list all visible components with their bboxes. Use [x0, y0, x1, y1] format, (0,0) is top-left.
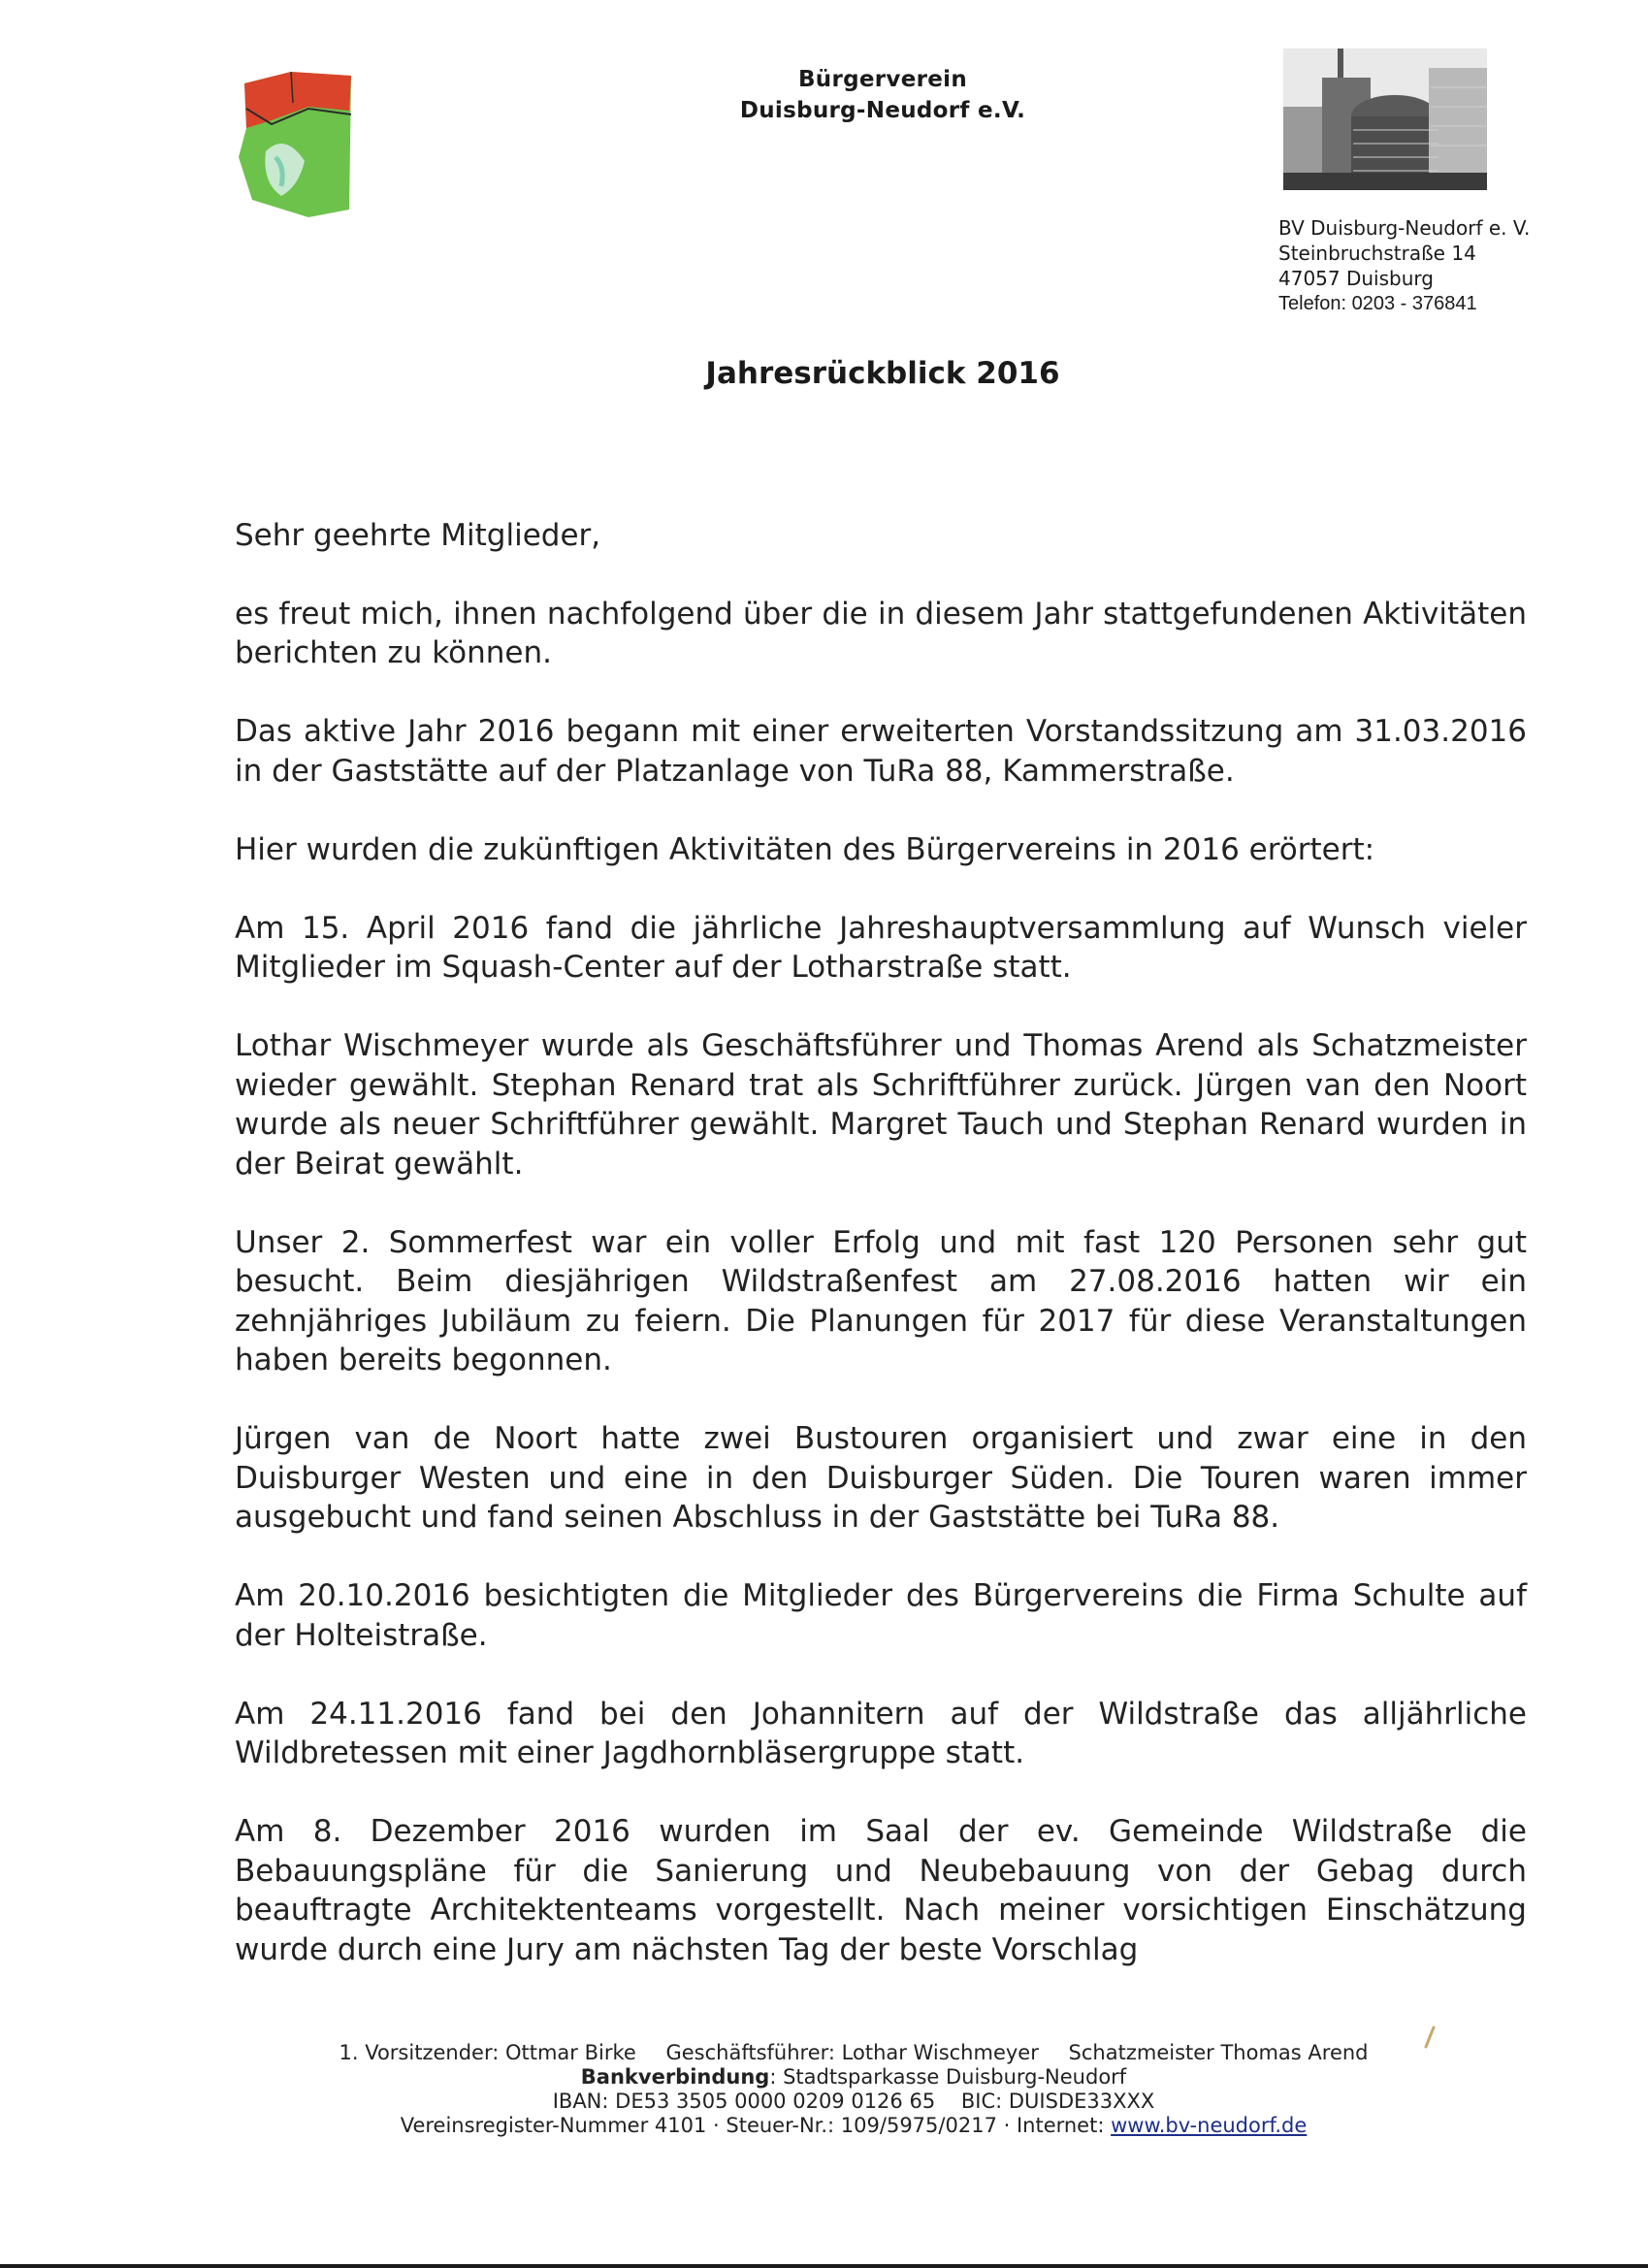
paragraph: Lothar Wischmeyer wurde als Geschäftsführer und Thomas Arend als Schatzmeister wieder gewählt. Stephan Renard trat als Schriftführer zurück. Jürgen van den Noort wurde als neuer Schriftführer gewählt. Margret Tauch und Stephan Renard wurden in der Beirat gewählt.	[235, 1028, 1527, 1182]
footer-treasurer: Schatzmeister Thomas Arend	[1068, 2041, 1369, 2064]
address-city: 47057 Duisburg	[1278, 267, 1434, 290]
footer-register-text: Vereinsregister-Nummer 4101 · Steuer-Nr.: 109/5975/0217 · Internet:	[400, 2114, 1112, 2137]
paragraph: Unser 2. Sommerfest war ein voller Erfolg und mit fast 120 Personen sehr gut besucht. Beim diesjährigen Wildstraßenfest am 27.08.2016 hatten wir ein zehnjähriges Jubiläum zu feiern. Die Planungen für 2017 für diese Veranstaltungen haben bereits begonnen.	[235, 1224, 1527, 1377]
paragraph: Am 15. April 2016 fand die jährliche Jahreshauptversammlung auf Wunsch vieler Mitglieder im Squash-Center auf der Lotharstraße statt.	[235, 910, 1527, 985]
footer-chair: 1. Vorsitzender: Ottmar Birke	[339, 2041, 636, 2064]
greeting: Sehr geehrte Mitglieder,	[235, 518, 601, 553]
footer-bank-label: Bankverbindung	[580, 2065, 770, 2089]
pen-mark-decoration	[1422, 2025, 1438, 2051]
paragraph: Am 8. Dezember 2016 wurden im Saal der ev. Gemeinde Wildstraße die Bebauungspläne für die Sanierung und Neubebauung von der Gebag durch beauftragte Architektenteams vorgestellt. Nach meiner vorsichtigen Einschätzung wurde durch eine Jury am nächsten Tag der beste Vorschlag	[235, 1814, 1527, 1967]
address-block	[1278, 215, 1589, 316]
district-map-logo	[233, 64, 359, 219]
letter-footer	[291, 2041, 1416, 2138]
org-name-line1: Bürgerverein	[797, 67, 968, 92]
letter-body	[235, 516, 1527, 2009]
paragraph: es freut mich, ihnen nachfolgend über die in diesem Jahr stattgefundenen Aktivitäten berichten zu können.	[235, 596, 1527, 670]
paragraph: Das aktive Jahr 2016 begann mit einer erweiterten Vorstandssitzung am 31.03.2016 in der Gaststätte auf der Platzanlage von TuRa 88, Kammerstraße.	[235, 714, 1527, 789]
footer-bank	[291, 2065, 1416, 2090]
paragraph: Hier wurden die zukünftigen Aktivitäten des Bürgervereins in 2016 erörtert:	[235, 831, 1375, 867]
footer-website-link[interactable]: www.bv-neudorf.de	[1111, 2114, 1308, 2137]
paragraph: Am 20.10.2016 besichtigten die Mitglieder des Bürgervereins die Firma Schulte auf der Holteistraße.	[235, 1578, 1527, 1653]
address-phone: Telefon: 0203 - 376841	[1278, 293, 1477, 314]
footer-register	[291, 2114, 1416, 2138]
paragraph: Jürgen van de Noort hatte zwei Bustouren organisiert und zwar eine in den Duisburger Westen und eine in den Duisburger Süden. Die Touren waren immer ausgebucht und fand seinen Abschluss in der Gaststätte bei TuRa 88.	[235, 1421, 1527, 1535]
building-photo	[1283, 49, 1487, 190]
scan-edge	[0, 2264, 1648, 2268]
organisation-name	[630, 64, 1135, 126]
address-name: BV Duisburg-Neudorf e. V.	[1278, 216, 1531, 240]
org-name-line2: Duisburg-Neudorf e.V.	[739, 98, 1026, 123]
document-title: Jahresrückblick 2016	[705, 356, 1060, 391]
footer-manager: Geschäftsführer: Lothar Wischmeyer	[665, 2041, 1039, 2064]
address-street: Steinbruchstraße 14	[1278, 242, 1476, 265]
footer-bank-value: : Stadtsparkasse Duisburg-Neudorf	[769, 2065, 1127, 2089]
footer-officers	[291, 2041, 1416, 2065]
footer-iban: IBAN: DE53 3505 0000 0209 0126 65 BIC: DUISDE33XXX	[552, 2090, 1155, 2113]
paragraph: Am 24.11.2016 fand bei den Johannitern auf der Wildstraße das alljährliche Wildbretessen mit einer Jagdhornbläsergruppe statt.	[235, 1696, 1527, 1770]
